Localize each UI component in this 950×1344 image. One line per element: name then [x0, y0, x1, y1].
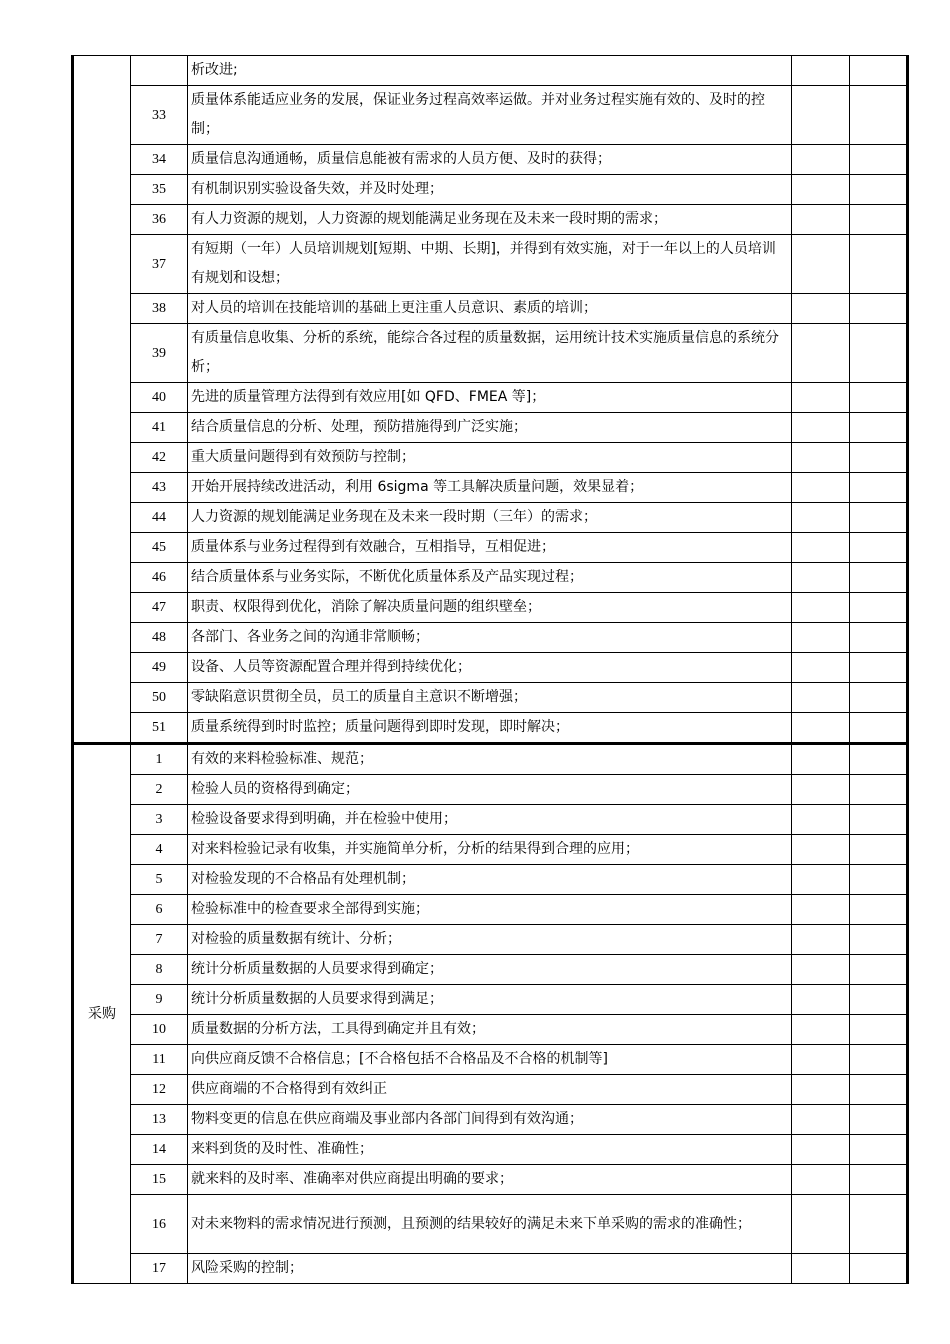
score-cell[interactable]	[792, 563, 850, 593]
item-number: 9	[131, 985, 188, 1015]
score-cell[interactable]	[792, 1135, 850, 1165]
table-row	[73, 473, 908, 503]
item-number: 15	[131, 1165, 188, 1195]
table-row	[73, 895, 908, 925]
score-cell[interactable]	[792, 653, 850, 683]
score-cell[interactable]	[792, 145, 850, 175]
score-cell[interactable]	[792, 713, 850, 744]
score-cell[interactable]	[792, 623, 850, 653]
table-row	[73, 1075, 908, 1105]
item-text: 结合质量体系与业务实际，不断优化质量体系及产品实现过程；	[188, 563, 792, 593]
table-row	[73, 775, 908, 805]
item-text: 供应商端的不合格得到有效纠正	[188, 1075, 792, 1105]
score-cell[interactable]	[792, 294, 850, 324]
item-text: 有短期（一年）人员培训规划[短期、中期、长期]，并得到有效实施，对于一年以上的人员培训有规划和设想；	[188, 235, 792, 294]
table-row	[73, 805, 908, 835]
table-row	[73, 533, 908, 563]
item-text: 职责、权限得到优化，消除了解决质量问题的组织壁垒；	[188, 593, 792, 623]
remark-cell[interactable]	[850, 1045, 908, 1075]
category-cell	[73, 56, 131, 744]
score-cell[interactable]	[792, 925, 850, 955]
item-number: 11	[131, 1045, 188, 1075]
remark-cell[interactable]	[850, 744, 908, 775]
item-number: 12	[131, 1075, 188, 1105]
remark-cell[interactable]	[850, 683, 908, 713]
remark-cell[interactable]	[850, 175, 908, 205]
score-cell[interactable]	[792, 683, 850, 713]
table-row	[73, 985, 908, 1015]
remark-cell[interactable]	[850, 1254, 908, 1284]
item-text: 对检验发现的不合格品有处理机制；	[188, 865, 792, 895]
table-row	[73, 86, 908, 145]
item-text: 统计分析质量数据的人员要求得到满足；	[188, 985, 792, 1015]
remark-cell[interactable]	[850, 653, 908, 683]
remark-cell[interactable]	[850, 563, 908, 593]
item-text: 结合质量信息的分析、处理，预防措施得到广泛实施；	[188, 413, 792, 443]
item-number	[131, 56, 188, 86]
table-row	[73, 1135, 908, 1165]
item-text: 对来料检验记录有收集，并实施简单分析，分析的结果得到合理的应用；	[188, 835, 792, 865]
item-number: 4	[131, 835, 188, 865]
item-number: 46	[131, 563, 188, 593]
item-number: 16	[131, 1195, 188, 1254]
item-text: 检验标准中的检查要求全部得到实施；	[188, 895, 792, 925]
table-row	[73, 383, 908, 413]
item-text: 先进的质量管理方法得到有效应用[如 QFD、FMEA 等]；	[188, 383, 792, 413]
score-cell[interactable]	[792, 86, 850, 145]
item-text: 有效的来料检验标准、规范；	[188, 744, 792, 775]
remark-cell[interactable]	[850, 1165, 908, 1195]
table-row	[73, 443, 908, 473]
remark-cell[interactable]	[850, 235, 908, 294]
table-row	[73, 623, 908, 653]
score-cell[interactable]	[792, 1195, 850, 1254]
item-text: 有人力资源的规划，人力资源的规划能满足业务现在及未来一段时期的需求；	[188, 205, 792, 235]
score-cell[interactable]	[792, 744, 850, 775]
item-text: 向供应商反馈不合格信息；[不合格包括不合格品及不合格的机制等]	[188, 1045, 792, 1075]
item-number: 40	[131, 383, 188, 413]
item-number: 39	[131, 324, 188, 383]
item-number: 51	[131, 713, 188, 744]
item-number: 13	[131, 1105, 188, 1135]
score-cell[interactable]	[792, 413, 850, 443]
item-number: 6	[131, 895, 188, 925]
table-row	[73, 324, 908, 383]
score-cell[interactable]	[792, 383, 850, 413]
score-cell[interactable]	[792, 533, 850, 563]
score-cell[interactable]	[792, 955, 850, 985]
score-cell[interactable]	[792, 593, 850, 623]
remark-cell[interactable]	[850, 443, 908, 473]
remark-cell[interactable]	[850, 324, 908, 383]
score-cell[interactable]	[792, 1015, 850, 1045]
item-number: 14	[131, 1135, 188, 1165]
item-text: 重大质量问题得到有效预防与控制；	[188, 443, 792, 473]
score-cell[interactable]	[792, 805, 850, 835]
item-number: 17	[131, 1254, 188, 1284]
remark-cell[interactable]	[850, 925, 908, 955]
item-text: 质量信息沟通通畅，质量信息能被有需求的人员方便、及时的获得；	[188, 145, 792, 175]
item-text: 质量数据的分析方法，工具得到确定并且有效；	[188, 1015, 792, 1045]
table-row	[73, 413, 908, 443]
remark-cell[interactable]	[850, 895, 908, 925]
item-number: 34	[131, 145, 188, 175]
remark-cell[interactable]	[850, 473, 908, 503]
item-number: 35	[131, 175, 188, 205]
item-number: 3	[131, 805, 188, 835]
score-cell[interactable]	[792, 1165, 850, 1195]
item-number: 8	[131, 955, 188, 985]
item-text: 零缺陷意识贯彻全员，员工的质量自主意识不断增强；	[188, 683, 792, 713]
score-cell[interactable]	[792, 235, 850, 294]
item-number: 7	[131, 925, 188, 955]
score-cell[interactable]	[792, 895, 850, 925]
item-number: 5	[131, 865, 188, 895]
item-text: 对未来物料的需求情况进行预测，且预测的结果较好的满足未来下单采购的需求的准确性；	[188, 1195, 792, 1254]
item-text: 对检验的质量数据有统计、分析；	[188, 925, 792, 955]
table-row	[73, 865, 908, 895]
remark-cell[interactable]	[850, 805, 908, 835]
remark-cell[interactable]	[850, 835, 908, 865]
item-number: 42	[131, 443, 188, 473]
score-cell[interactable]	[792, 985, 850, 1015]
item-text: 有机制识别实验设备失效，并及时处理；	[188, 175, 792, 205]
remark-cell[interactable]	[850, 1105, 908, 1135]
item-text: 对人员的培训在技能培训的基础上更注重人员意识、素质的培训；	[188, 294, 792, 324]
item-number: 43	[131, 473, 188, 503]
score-cell[interactable]	[792, 835, 850, 865]
remark-cell[interactable]	[850, 294, 908, 324]
item-text: 风险采购的控制；	[188, 1254, 792, 1284]
item-number: 10	[131, 1015, 188, 1045]
score-cell[interactable]	[792, 1254, 850, 1284]
remark-cell[interactable]	[850, 865, 908, 895]
score-cell[interactable]	[792, 1105, 850, 1135]
remark-cell[interactable]	[850, 593, 908, 623]
item-number: 36	[131, 205, 188, 235]
table-row	[73, 1254, 908, 1284]
item-number: 38	[131, 294, 188, 324]
item-number: 44	[131, 503, 188, 533]
table-row	[73, 1015, 908, 1045]
table-row	[73, 503, 908, 533]
remark-cell[interactable]	[850, 503, 908, 533]
item-text: 质量体系与业务过程得到有效融合，互相指导，互相促进；	[188, 533, 792, 563]
item-number: 37	[131, 235, 188, 294]
remark-cell[interactable]	[850, 533, 908, 563]
score-cell[interactable]	[792, 473, 850, 503]
score-cell[interactable]	[792, 443, 850, 473]
remark-cell[interactable]	[850, 383, 908, 413]
checklist-body	[73, 56, 908, 1284]
remark-cell[interactable]	[850, 713, 908, 744]
item-text: 质量系统得到时时监控；质量问题得到即时发现，即时解决；	[188, 713, 792, 744]
score-cell[interactable]	[792, 775, 850, 805]
item-number: 45	[131, 533, 188, 563]
table-row	[73, 56, 908, 86]
remark-cell[interactable]	[850, 1135, 908, 1165]
table-row	[73, 683, 908, 713]
item-text: 人力资源的规划能满足业务现在及未来一段时期（三年）的需求；	[188, 503, 792, 533]
remark-cell[interactable]	[850, 205, 908, 235]
item-number: 47	[131, 593, 188, 623]
category-cell: 采购	[73, 744, 131, 1284]
remark-cell[interactable]	[850, 86, 908, 145]
table-row	[73, 955, 908, 985]
item-text: 开始开展持续改进活动，利用 6sigma 等工具解决质量问题，效果显着；	[188, 473, 792, 503]
item-number: 50	[131, 683, 188, 713]
item-text: 析改进;	[188, 56, 792, 86]
table-row	[73, 925, 908, 955]
score-cell[interactable]	[792, 175, 850, 205]
table-row	[73, 744, 908, 775]
table-row	[73, 713, 908, 744]
remark-cell[interactable]	[850, 413, 908, 443]
remark-cell[interactable]	[850, 1075, 908, 1105]
table-row	[73, 1165, 908, 1195]
remark-cell[interactable]	[850, 985, 908, 1015]
table-row	[73, 653, 908, 683]
table-row	[73, 205, 908, 235]
table-row	[73, 593, 908, 623]
item-text: 有质量信息收集、分析的系统，能综合各过程的质量数据，运用统计技术实施质量信息的系统分析；	[188, 324, 792, 383]
table-row	[73, 145, 908, 175]
item-text: 检验设备要求得到明确，并在检验中使用；	[188, 805, 792, 835]
table-row	[73, 1105, 908, 1135]
score-cell[interactable]	[792, 324, 850, 383]
remark-cell[interactable]	[850, 775, 908, 805]
remark-cell[interactable]	[850, 56, 908, 86]
table-row	[73, 175, 908, 205]
item-text: 质量体系能适应业务的发展，保证业务过程高效率运做。并对业务过程实施有效的、及时的控制；	[188, 86, 792, 145]
table-row	[73, 1045, 908, 1075]
remark-cell[interactable]	[850, 1015, 908, 1045]
remark-cell[interactable]	[850, 145, 908, 175]
item-number: 41	[131, 413, 188, 443]
item-number: 33	[131, 86, 188, 145]
score-cell[interactable]	[792, 1075, 850, 1105]
item-number: 2	[131, 775, 188, 805]
score-cell[interactable]	[792, 1045, 850, 1075]
item-text: 物料变更的信息在供应商端及事业部内各部门间得到有效沟通；	[188, 1105, 792, 1135]
remark-cell[interactable]	[850, 623, 908, 653]
item-text: 检验人员的资格得到确定；	[188, 775, 792, 805]
checklist-table	[71, 55, 909, 1284]
table-row	[73, 563, 908, 593]
remark-cell[interactable]	[850, 955, 908, 985]
score-cell[interactable]	[792, 205, 850, 235]
table-row	[73, 835, 908, 865]
item-text: 就来料的及时率、准确率对供应商提出明确的要求；	[188, 1165, 792, 1195]
score-cell[interactable]	[792, 503, 850, 533]
item-number: 49	[131, 653, 188, 683]
table-row	[73, 235, 908, 294]
item-text: 来料到货的及时性、准确性；	[188, 1135, 792, 1165]
item-text: 统计分析质量数据的人员要求得到确定；	[188, 955, 792, 985]
item-number: 48	[131, 623, 188, 653]
item-text: 各部门、各业务之间的沟通非常顺畅；	[188, 623, 792, 653]
remark-cell[interactable]	[850, 1195, 908, 1254]
item-number: 1	[131, 744, 188, 775]
table-row	[73, 294, 908, 324]
score-cell[interactable]	[792, 56, 850, 86]
item-text: 设备、人员等资源配置合理并得到持续优化；	[188, 653, 792, 683]
table-row	[73, 1195, 908, 1254]
score-cell[interactable]	[792, 865, 850, 895]
